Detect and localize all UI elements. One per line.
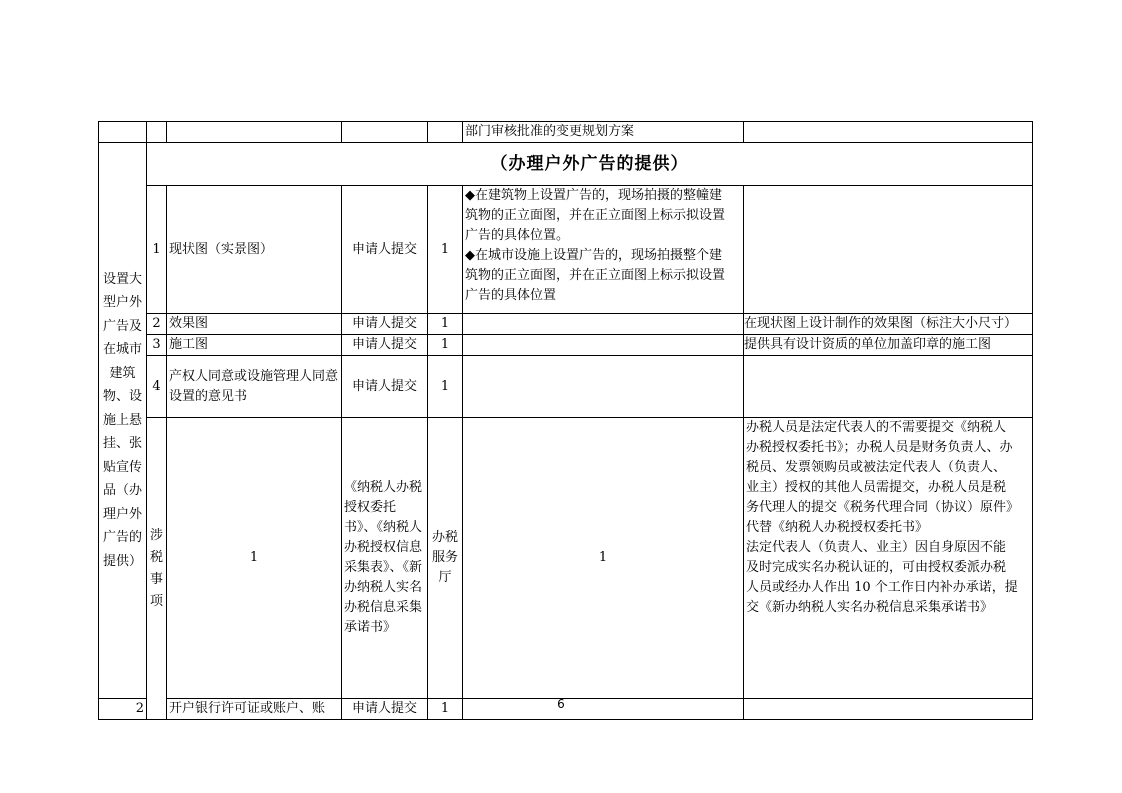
requirement-cell <box>744 418 1033 699</box>
copies-cell: 1 <box>463 418 744 699</box>
requirement-cell <box>463 356 744 418</box>
section-title: （办理户外广告的提供） <box>147 143 1033 186</box>
source-cell: 申请人提交 <box>342 186 428 314</box>
table-cell <box>99 122 147 143</box>
requirement-line: 人员或经办人作出 10 个工作日内补办承诺，提 <box>746 580 1018 595</box>
row-number: 1 <box>167 418 342 699</box>
material-cell: 《纳税人办税授权委托书》、《纳税人办税授权信息采集表》、《新办纳税人实名办税信息采集承诺书》 <box>342 418 428 699</box>
requirement-line: 办税授权委托书》；办税人员是财务负责人、办 <box>746 440 1013 455</box>
requirement-line: ◆在建筑物上设置广告的，现场拍摄的整幢建 <box>465 188 722 203</box>
table-row <box>99 418 1033 699</box>
source-cell: 申请人提交 <box>342 356 428 418</box>
table-cell <box>744 122 1033 143</box>
requirement-cell: 部门审核批准的变更规划方案 <box>463 122 744 143</box>
note-cell <box>744 186 1033 314</box>
table-row <box>99 335 1033 356</box>
requirement-cell <box>463 186 744 314</box>
note-cell: 提供具有设计资质的单位加盖印章的施工图 <box>744 335 1033 356</box>
table-row <box>99 314 1033 335</box>
material-cell: 开户银行许可证或账户、账 <box>167 699 342 720</box>
requirement-line: ◆在城市设施上设置广告的，现场拍摄整个建 <box>465 248 722 263</box>
row-number: 2 <box>147 314 167 335</box>
copies-cell: 1 <box>428 699 463 720</box>
requirement-line: 筑物的正立面图，并在正立面图上标示拟设置 <box>465 208 726 223</box>
table-row <box>99 186 1033 314</box>
table-cell <box>147 122 167 143</box>
page-number: 6 <box>557 697 565 711</box>
table-cell <box>167 122 342 143</box>
copies-cell: 1 <box>428 356 463 418</box>
source-cell: 申请人提交 <box>342 699 428 720</box>
material-cell: 施工图 <box>167 335 342 356</box>
requirement-line: 广告的具体位置。 <box>465 228 570 243</box>
requirement-cell <box>463 314 744 335</box>
material-cell: 现状图（实景图） <box>167 186 342 314</box>
row-number: 2 <box>99 699 147 720</box>
requirement-line: 及时完成实名办税认证的，可由授权委派办税 <box>746 560 1007 575</box>
requirement-line: 法定代表人（负责人、业主）因自身原因不能 <box>746 540 1007 555</box>
copies-cell: 1 <box>428 186 463 314</box>
note-cell <box>744 356 1033 418</box>
requirement-line: 业主）授权的其他人员需提交，办税人员是税 <box>746 480 1007 495</box>
table-cell <box>342 122 428 143</box>
material-cell: 效果图 <box>167 314 342 335</box>
requirement-cell <box>463 335 744 356</box>
row-number: 1 <box>147 186 167 314</box>
requirement-line: 筑物的正立面图，并在正立面图上标示拟设置 <box>465 268 726 283</box>
table-row <box>99 356 1033 418</box>
requirement-line: 务代理人的提交《税务代理合同（协议）原件》 <box>746 500 1020 515</box>
copies-cell: 1 <box>428 335 463 356</box>
note-cell: 在现状图上设计制作的效果图（标注大小尺寸） <box>744 314 1033 335</box>
requirement-line: 交《新办纳税人实名办税信息采集承诺书》 <box>746 600 994 615</box>
table-row <box>99 122 1033 143</box>
requirement-line: 办税人员是法定代表人的不需要提交《纳税人 <box>746 420 1007 435</box>
table-row <box>99 143 1033 186</box>
row-number: 4 <box>147 356 167 418</box>
source-cell: 办税服务厅 <box>428 418 463 699</box>
source-cell: 申请人提交 <box>342 335 428 356</box>
table-cell <box>428 122 463 143</box>
requirement-line: 税员、发票领购员或被法定代表人（负责人、 <box>746 460 1007 475</box>
category-cell-outdoor-ad: 设置大型户外广告及在城市建筑物、设施上悬挂、张贴宣传品（办理户外广告的提供） <box>99 143 147 699</box>
row-number: 3 <box>147 335 167 356</box>
requirement-line: 广告的具体位置 <box>465 288 557 303</box>
source-cell: 申请人提交 <box>342 314 428 335</box>
materials-table <box>98 121 1033 720</box>
material-cell: 产权人同意或设施管理人同意设置的意见书 <box>167 356 342 418</box>
requirement-line: 代替《纳税人办税授权委托书》 <box>746 520 929 535</box>
copies-cell: 1 <box>428 314 463 335</box>
category-cell-tax: 涉税事项 <box>147 418 167 720</box>
